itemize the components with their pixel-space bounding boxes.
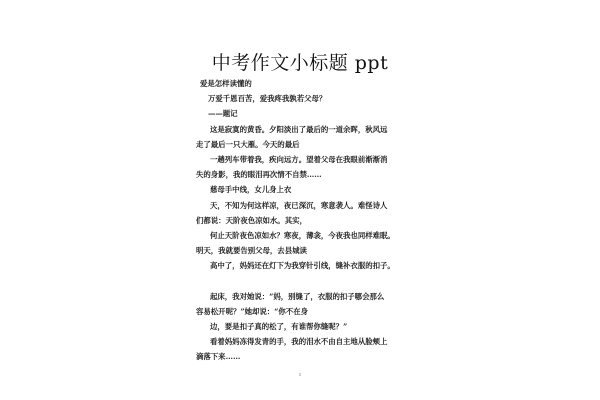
paragraph-line: 万爱千恩百苦，爱我疼我孰若父母？ xyxy=(208,94,327,104)
paragraph-line: 明天，我就要告别父母，去县城读 xyxy=(196,246,307,256)
blank-line xyxy=(196,273,414,288)
paragraph-line: 走了最后一只大雁。今天的最后 xyxy=(196,139,300,149)
paragraph-line: 边，要是扣子真的松了，有谁帮你缝呢？” xyxy=(210,322,348,331)
page-number: 1 xyxy=(298,372,302,377)
paragraph-line: 滴落下来…… xyxy=(196,352,241,362)
paragraph-line: 这是寂寞的黄昏。夕阳淡出了最后的一道余晖，秋风远 xyxy=(210,124,388,134)
paragraph-line: 慈母手中线，女儿身上衣 xyxy=(210,185,292,195)
paragraph-line: 一趟列车带着我，疾向远方。望着父母在我眼前渐渐消 xyxy=(210,154,388,164)
paragraph-line: 何止天阶夜色凉如水？寒夜，薄衾，今夜我也同样难眠。 xyxy=(210,230,395,240)
document-title: 中考作文小标题 ppt xyxy=(211,52,389,74)
paragraph-line: 天，不知为何这样凉，夜已深沉，寒意袭人。难怪诗人 xyxy=(210,200,388,210)
paragraph-line: 容易松开呢？”她却说：“你不在身 xyxy=(196,306,308,316)
paragraph-line: 失的身影，我的眼泪再次情不自禁…… xyxy=(196,170,322,180)
document-body xyxy=(196,76,414,365)
paragraph-line: 看着妈妈冻得发青的手，我的泪水不由自主地从脸颊上 xyxy=(210,337,388,347)
paragraph-line: 们都说：天阶夜色凉如水。其实， xyxy=(196,215,307,225)
paragraph-line: 高中了，妈妈还在灯下为我穿针引线，缝补衣服的扣子。 xyxy=(210,261,395,271)
paragraph-line: 起床，我对她说：“妈，别缝了，衣服的扣子哪会那么 xyxy=(210,291,385,301)
paragraph-line: 爱是怎样读懂的 xyxy=(200,79,252,88)
paragraph-line: ——题记 xyxy=(208,109,238,119)
